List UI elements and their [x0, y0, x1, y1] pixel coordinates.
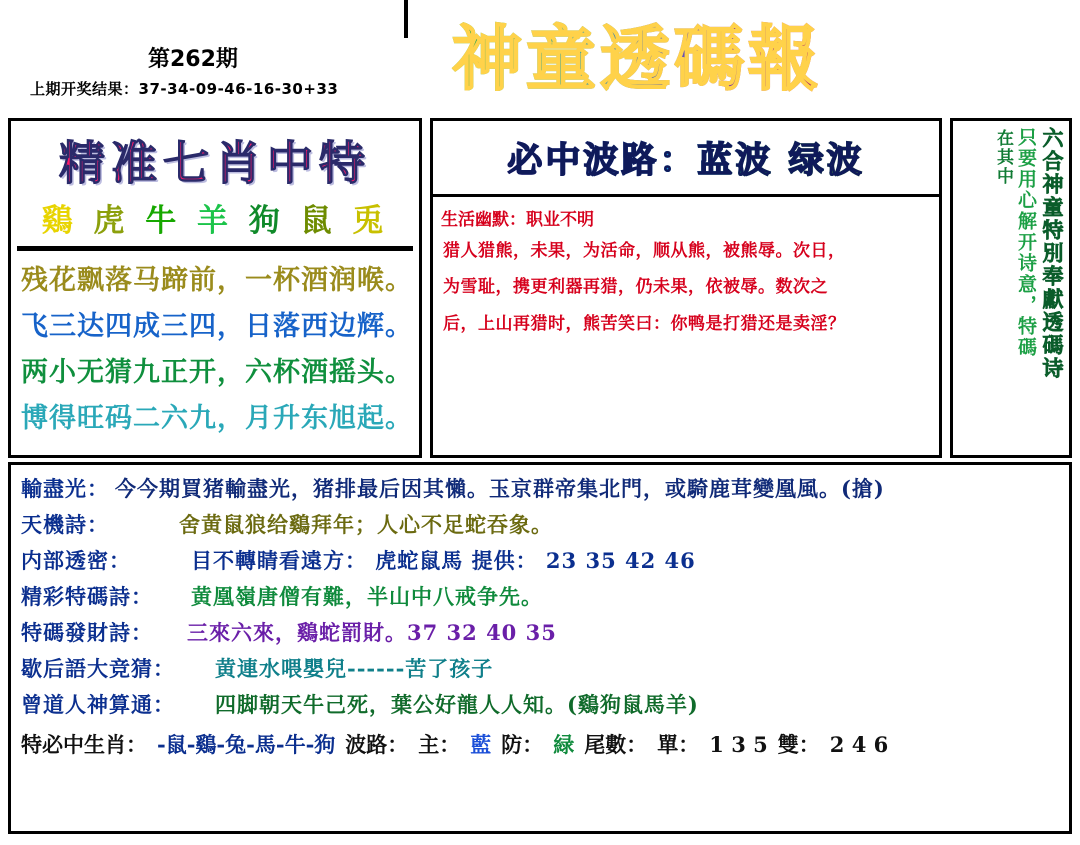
vertical-note-col-2: 只要用心解开诗意，特碼: [1014, 127, 1037, 358]
vertical-note-columns: [955, 127, 1067, 449]
poem-line-1: 残花飘落马蹄前，一杯酒润喉。: [21, 265, 413, 296]
zodiac-summary-label: 特必中生肖：: [21, 732, 147, 757]
wave-label: 波路：: [345, 732, 409, 757]
row-label: 特碼發財詩：: [21, 620, 153, 645]
zodiac-item-2: 虎: [93, 203, 130, 239]
row-label: 歇后語大竞猜：: [21, 656, 175, 681]
odd-value: 1 3 5: [709, 732, 768, 757]
masthead-title: 神童透碼報: [452, 18, 1012, 100]
wave-defense-label: 防：: [501, 732, 544, 757]
vertical-note-col-1: 六合神童特別奉獻透碼诗: [1040, 127, 1065, 380]
zodiac-item-3: 牛: [145, 203, 182, 239]
seven-zodiac-title: 精准七肖中特: [59, 136, 371, 190]
predictions-panel: [8, 462, 1072, 834]
row-value: 三來六來，鷄蛇罰財。37 32 40 35: [187, 620, 557, 645]
wave-main-label: 主：: [418, 732, 461, 757]
even-label: 雙：: [777, 732, 820, 757]
zodiac-item-5: 狗: [248, 203, 285, 239]
row-label: 天機詩：: [21, 512, 109, 537]
row-label: 輸盡光：: [21, 476, 109, 501]
tail-label: 尾數：: [584, 732, 648, 757]
wave-path-heading-box: [433, 121, 939, 197]
wave-defense-value: 緑: [553, 732, 575, 757]
page-header: [0, 0, 1080, 115]
zodiac-item-7: 兎: [352, 203, 389, 239]
row-label: 精彩特碼詩：: [21, 584, 153, 609]
seven-zodiac-panel: [8, 118, 422, 458]
humor-line-1: 猎人猎熊，未果，为活命，顺从熊，被熊辱。次日，: [443, 241, 846, 261]
wave-path-heading: 必中波路：蓝波 绿波: [507, 133, 864, 183]
row-value: 目不轉睛看遠方： 虎蛇鼠馬 提供： 23 35 42 46: [191, 548, 696, 573]
wave-main-value: 藍: [470, 732, 492, 757]
row-value: 舍黄鼠狼给鷄拜年；人心不足蛇吞象。: [179, 512, 553, 537]
summary-row: [21, 729, 1059, 759]
seven-zodiac-list: [11, 195, 419, 240]
prediction-row: [21, 545, 1059, 575]
row-value: 今今期買猪輸盡光，猪排最后因其懶。玉京群帝集北門，或騎鹿茸變凰風。(搶): [115, 476, 885, 501]
zodiac-item-4: 羊: [197, 203, 233, 239]
row-label: 内部透密：: [21, 548, 131, 573]
vertical-note-col-3: 在其中: [993, 129, 1014, 186]
poem-line-2: 飞三达四成三四，日落西边辉。: [21, 311, 413, 342]
humor-body: [443, 238, 929, 337]
poem-line-3: 两小无猜九正开，六杯酒摇头。: [21, 357, 413, 388]
divider: [17, 246, 413, 251]
prediction-row: [21, 473, 1059, 503]
prediction-row: [21, 689, 1059, 719]
prediction-row: [21, 653, 1059, 683]
odd-label: 單：: [657, 732, 700, 757]
prediction-row: [21, 581, 1059, 611]
prediction-row: [21, 509, 1059, 539]
even-value: 2 4 6: [829, 732, 889, 757]
issue-number: 第262期: [148, 47, 238, 72]
row-value: 黄連水喂嬰兒------苦了孩子: [215, 656, 494, 681]
row-value: 黄凰嶺唐僧有難，半山中八戒争先。: [191, 584, 543, 609]
masthead: [452, 18, 1012, 100]
zodiac-item-6: 鼠: [300, 203, 337, 239]
wave-path-panel: [430, 118, 942, 458]
row-label: 曾道人神算通：: [21, 692, 175, 717]
zodiac-summary-value: -鼠-鷄-兔-馬-牛-狗: [157, 732, 336, 757]
upper-panels: [8, 118, 1072, 458]
vertical-note-panel: [950, 118, 1072, 458]
poem-line-4: 博得旺码二六九，月升东旭起。: [21, 403, 413, 434]
humor-subtitle: 生活幽默：职业不明: [441, 210, 594, 230]
zodiac-item-1: 鷄: [41, 203, 78, 239]
humor-line-3: 后，上山再猎时，熊苦笑曰：你鸭是打猎还是卖淫？: [443, 313, 846, 334]
prediction-row: [21, 617, 1059, 647]
last-draw-result: 上期开奖结果：37-34-09-46-16-30+33: [30, 80, 339, 98]
humor-line-2: 为雪耻，携更利器再猎，仍未果，依被辱。数次之: [443, 277, 828, 298]
header-tick-mark: [404, 0, 408, 38]
row-value: 四脚朝天牛己死，葉公好龍人人知。(鷄狗鼠馬羊): [215, 692, 699, 717]
